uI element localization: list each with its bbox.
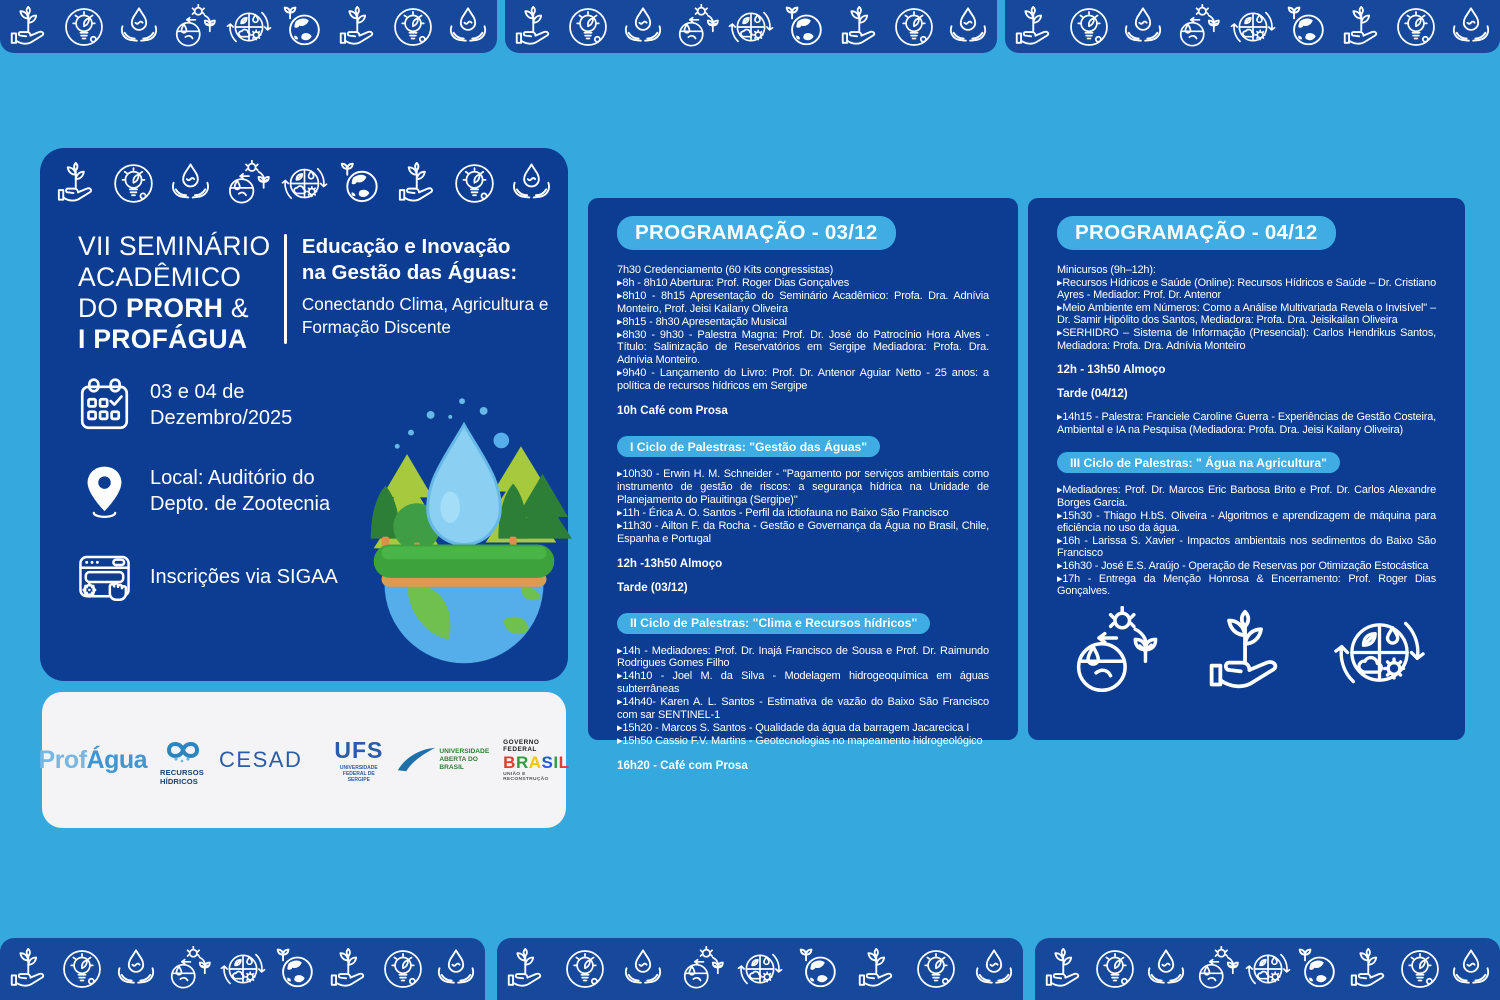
bulb-leaf-icon — [59, 946, 105, 992]
hands-drop-icon — [433, 946, 479, 992]
ufs-logo: UFS UNIVERSIDADE FEDERAL DE SERGIPE — [334, 737, 384, 783]
hand-plant-icon — [837, 4, 883, 50]
title-line: VII SEMINÁRIO — [78, 231, 271, 261]
schedule-heading: Tarde (04/12) — [1057, 387, 1128, 401]
hand-plant-icon — [394, 160, 441, 207]
hands-drop-icon — [1448, 946, 1494, 992]
program-badge-dec04: PROGRAMAÇÃO - 04/12 — [1057, 216, 1336, 250]
event-title-block — [78, 231, 568, 355]
bottom-border-strip — [1035, 938, 1500, 1000]
hands-drop-icon — [620, 4, 666, 50]
quadrant-circle-icon — [226, 4, 272, 50]
schedule-item-group — [1057, 484, 1436, 597]
bulb-leaf-icon — [1397, 946, 1443, 992]
sponsor-logo-bar — [38, 692, 570, 828]
waterdrop-earth-illustration — [356, 387, 572, 647]
hand-plant-icon — [6, 4, 52, 50]
bulb-leaf-icon — [61, 4, 107, 50]
lecture-cycle-badge: III Ciclo de Palestras: " Água na Agricultura" — [1057, 452, 1340, 473]
schedule-item: ▸15h30 - Thiago H.bS. Oliveira - Algoritmos e aprendizagem de máquina para eficiência no uso da água. — [1057, 509, 1436, 535]
schedule-heading: 16h20 - Café com Prosa — [617, 758, 748, 772]
calendar-icon — [76, 377, 133, 434]
schedule-item: ▸14h - Mediadores: Prof. Dr. Inajá Francisco de Sousa e Prof. Dr. Raimundo Rodrigues Gomes Filho — [617, 644, 989, 670]
uab-swoosh-icon — [396, 746, 437, 774]
subtitle-line: Formação Discente — [301, 317, 451, 338]
event-details — [76, 377, 376, 606]
schedule-item: ▸SERHIDRO – Sistema de Informação (Presencial): Carlos Hendrikus Santos, Mediadora: Profa. Dra. Adnívia Monteiro — [1057, 326, 1436, 352]
water-infinity-icon — [160, 734, 206, 766]
schedule-item: ▸8h15 - 8h30 Apresentação Musical — [617, 315, 787, 328]
quadrant-circle-icon — [220, 946, 266, 992]
cycle-globe-icon — [224, 160, 271, 207]
hands-drop-icon — [116, 4, 162, 50]
schedule-item: ▸14h10 - Joel M. da Silva - Modelagem hidrogeoquímica em águas subterrâneas — [617, 670, 989, 696]
top-border-strip — [505, 0, 997, 53]
schedule-item-group — [1057, 264, 1436, 352]
cycle-globe-icon — [679, 946, 725, 992]
schedule-item: ▸8h30 - 9h30 - Palestra Magna: Prof. Dr. José do Patrocínio Hora Alves - Título: Salinização de Reservatórios em Sergipe Mediadora: Profa. Dra. Adnívia Monteiro. — [617, 328, 989, 367]
location-pin-icon — [76, 463, 133, 520]
subtitle-line: Conectando Clima, Agricultura e — [301, 294, 549, 315]
globe-icon — [1284, 4, 1330, 50]
event-location-row — [76, 463, 376, 520]
schedule-item: ▸15h50 Cassio F.V. Martins - Geotecnologias no mapeamento hidrogeológico — [617, 734, 983, 747]
lecture-cycle-badge: I Ciclo de Palestras: "Gestão das Águas" — [617, 436, 880, 457]
hands-drop-icon — [971, 946, 1017, 992]
bulb-leaf-icon — [913, 946, 959, 992]
schedule-heading: 12h - 13h50 Almoço — [1057, 363, 1166, 377]
event-date: 03 e 04 de Dezembro/2025 — [150, 381, 293, 429]
hands-drop-icon — [1120, 4, 1166, 50]
globe-icon — [273, 946, 319, 992]
schedule-item: ▸11h - Érica A. O. Santos - Perfil da ictiofauna no Baixo São Francisco — [617, 506, 949, 519]
hand-plant-icon — [53, 160, 100, 207]
bulb-leaf-icon — [390, 4, 436, 50]
subtitle-line: na Gestão das Águas: — [301, 261, 518, 285]
globe-icon — [280, 4, 326, 50]
event-registration-row — [76, 549, 376, 606]
registration-browser-icon — [76, 549, 133, 606]
program-panel-dec04 — [1028, 198, 1465, 740]
title-divider — [284, 234, 287, 344]
cycle-globe-icon — [166, 946, 212, 992]
hands-drop-icon — [508, 160, 555, 207]
globe-icon — [782, 4, 828, 50]
subtitle-line: Educação e Inovação — [301, 235, 511, 258]
event-registration: Inscrições via SIGAA — [150, 565, 338, 588]
quadrant-circle-icon — [728, 4, 774, 50]
quadrant-circle-icon — [1230, 4, 1276, 50]
lecture-cycle-badge: II Ciclo de Palestras: "Clima e Recursos hídricos" — [617, 613, 930, 634]
hands-drop-icon — [945, 4, 991, 50]
schedule-heading: 12h -13h50 Almoço — [617, 556, 723, 570]
bulb-leaf-icon — [451, 160, 498, 207]
schedule-item: ▸Mediadores: Prof. Dr. Marcos Eric Barbosa Brito e Prof. Dr. Carlos Alexandre Borges Garcia. — [1057, 484, 1436, 509]
hand-plant-icon — [326, 946, 372, 992]
recursos-hidricos-logo: RECURSOS HÍDRICOS — [160, 734, 206, 786]
schedule-item-group — [617, 264, 989, 393]
schedule-item: ▸17h - Entrega da Menção Honrosa & Encerramento: Prof. Roger Dias Gonçalves. — [1057, 572, 1436, 598]
panel-footer-icons — [1057, 606, 1436, 699]
bulb-leaf-icon — [565, 4, 611, 50]
title-line: DO PRORH & — [78, 293, 249, 323]
bulb-leaf-icon — [1066, 4, 1112, 50]
schedule-item: ▸Meio Ambiente em Números: Como a Análise Multivariada Revela o Invisível" – Dr. Samir Hipólito dos Santos, Mediadora: Profa. Dra. Jeisikailan Oliveira — [1057, 301, 1436, 327]
bulb-leaf-icon — [891, 4, 937, 50]
schedule-item-group — [1057, 411, 1436, 436]
hand-plant-icon — [1339, 4, 1385, 50]
schedule-item: Minicursos (9h–12h): — [1057, 264, 1156, 276]
top-border-strip — [0, 0, 497, 53]
event-location: Local: Auditório do Depto. de Zootecnia — [150, 467, 331, 515]
schedule-heading: 10h Café com Prosa — [617, 404, 728, 418]
hand-plant-icon — [1200, 606, 1293, 699]
top-border-strip — [1005, 0, 1500, 53]
globe-icon — [1295, 946, 1341, 992]
hand-plant-icon — [1011, 4, 1057, 50]
hands-drop-icon — [167, 160, 214, 207]
profagua-logo: ProfÁgua — [38, 745, 148, 774]
bulb-leaf-icon — [110, 160, 157, 207]
bulb-leaf-icon — [562, 946, 608, 992]
schedule-item: ▸15h20 - Marcos S. Santos - Qualidade da água da barragem Jacarecica I — [617, 721, 970, 734]
schedule-item: ▸11h30 - Ailton F. da Rocha - Gestão e Governança da Água no Brasil, Chile, Espanha e Portugal — [617, 519, 989, 545]
event-subtitle — [302, 231, 548, 355]
bulb-leaf-icon — [1092, 946, 1138, 992]
hands-drop-icon — [620, 946, 666, 992]
quadrant-circle-icon — [1333, 606, 1426, 699]
schedule-item: ▸Recursos Hídricos e Saúde (Online): Recursos Hídricos e Saúde – Dr. Cristiano Ayres - Mediador: Prof. Dr. Antenor — [1057, 276, 1436, 302]
schedule-dec03 — [617, 264, 989, 772]
hands-drop-icon — [1143, 946, 1189, 992]
hand-plant-icon — [6, 946, 52, 992]
schedule-item: ▸8h10 - 8h15 Apresentação do Seminário Acadêmico: Profa. Dra. Adnívia Monteiro, Prof. Jeisi Kailany Oliveira — [617, 289, 989, 315]
bottom-border-strip — [0, 938, 485, 1000]
cycle-globe-icon — [171, 4, 217, 50]
panel-icon-row — [40, 148, 568, 207]
title-line: ACADÊMICO — [78, 262, 242, 292]
program-badge-dec03: PROGRAMAÇÃO - 03/12 — [617, 216, 896, 250]
cycle-globe-icon — [1194, 946, 1240, 992]
hand-plant-icon — [511, 4, 557, 50]
schedule-item: ▸16h30 - José E.S. Araújo - Operação de Reservas por Otimização Estocástica — [1057, 559, 1429, 572]
hand-plant-icon — [503, 946, 549, 992]
cesad-logo: CESAD — [219, 747, 303, 772]
schedule-item: ▸8h - 8h10 Abertura: Prof. Roger Dias Gonçalves — [617, 276, 850, 289]
globe-icon — [796, 946, 842, 992]
hands-drop-icon — [113, 946, 159, 992]
hands-drop-icon — [1448, 4, 1494, 50]
bottom-border-strip — [497, 938, 1023, 1000]
schedule-item: ▸9h40 - Lançamento do Livro: Prof. Dr. Antenor Aguiar Netto - 25 anos: a política de recursos hídricos em Sergipe — [617, 367, 989, 393]
schedule-item: 7h30 Credenciamento (60 Kits congressistas) — [617, 264, 834, 276]
brasil-wordmark: BRASIL — [503, 752, 570, 772]
hand-plant-icon — [854, 946, 900, 992]
cycle-globe-icon — [1067, 606, 1160, 699]
globe-icon — [337, 160, 384, 207]
title-line: I PROFÁGUA — [78, 324, 248, 354]
uab-logo: UNIVERSIDADE ABERTA DO BRASIL — [396, 746, 490, 774]
bulb-leaf-icon — [1393, 4, 1439, 50]
schedule-item: ▸16h - Larissa S. Xavier - Impactos ambientais nos sedimentos do Baixo São Francisco — [1057, 534, 1436, 560]
hands-drop-icon — [445, 4, 491, 50]
schedule-item: ▸10h30 - Erwin H. M. Schneider - "Pagamento por serviços ambientais como instrumento de gestão de riscos: a segurança hídrica na Unidade de Planejamento do Piauitinga (Sergipe)" — [617, 468, 989, 506]
quadrant-circle-icon — [281, 160, 328, 207]
event-title — [78, 231, 270, 355]
schedule-dec04 — [1057, 264, 1436, 598]
event-info-panel — [40, 148, 568, 681]
governo-federal-logo: GOVERNO FEDERAL BRASIL UNIÃO E RECONSTRUÇÃO — [503, 738, 570, 782]
schedule-item-group — [617, 468, 989, 545]
schedule-item: ▸14h40- Karen A. L. Santos - Estimativa de vazão do Baixo São Francisco com sar SENTINEL-1 — [617, 696, 989, 722]
hand-plant-icon — [1041, 946, 1087, 992]
bulb-leaf-icon — [380, 946, 426, 992]
schedule-item-group — [617, 645, 989, 748]
hand-plant-icon — [1346, 946, 1392, 992]
schedule-heading: Tarde (03/12) — [617, 580, 688, 594]
cycle-globe-icon — [674, 4, 720, 50]
quadrant-circle-icon — [1245, 946, 1291, 992]
cycle-globe-icon — [1175, 4, 1221, 50]
event-date-row — [76, 377, 376, 434]
program-panel-dec03 — [588, 198, 1018, 772]
schedule-item: ▸14h15 - Palestra: Franciele Caroline Guerra - Experiências de Gestão Costeira, Ambiental e IA na Pesquisa (Mediadora: Profa. Dra. Jeisi Kailany Oliveira) — [1057, 411, 1436, 436]
quadrant-circle-icon — [737, 946, 783, 992]
hand-plant-icon — [335, 4, 381, 50]
